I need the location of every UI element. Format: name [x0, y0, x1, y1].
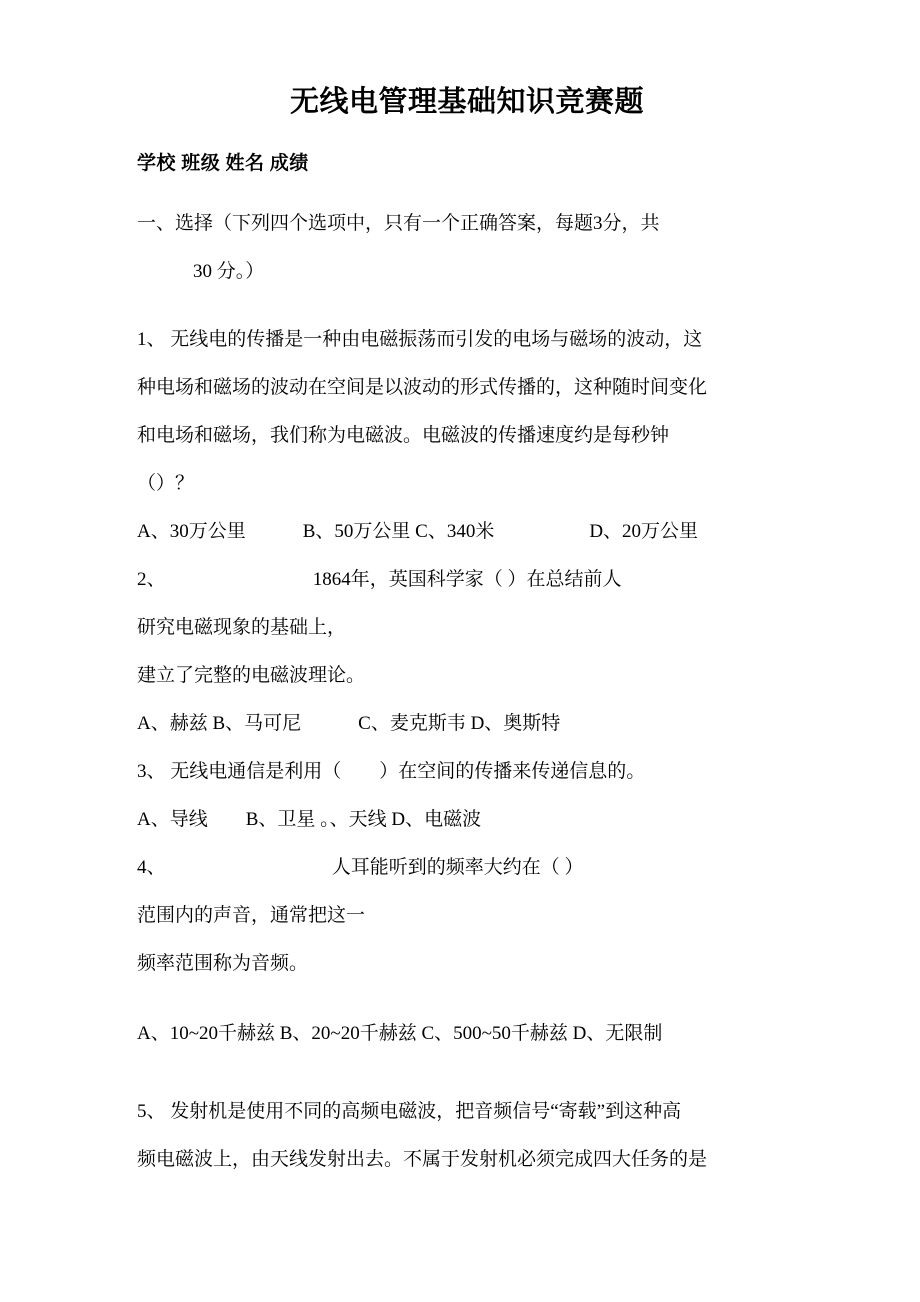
question-line: 种电场和磁场的波动在空间是以波动的形式传播的，这种随时间变化 — [137, 377, 708, 398]
question-3 — [137, 748, 797, 844]
question-line: 4、 人耳能听到的频率大约在（ ） — [137, 857, 584, 878]
page-title: 无线电管理基础知识竞赛题 — [289, 86, 644, 118]
question-line: （）？ — [137, 473, 195, 494]
question-line: 范围内的声音，通常把这一 — [137, 905, 366, 926]
question-5 — [137, 1088, 797, 1184]
question-2 — [137, 556, 797, 748]
question-options: A、30万公里 B、50万公里 C、340米 D、20万公里 — [137, 521, 699, 542]
question-4 — [137, 844, 797, 1058]
question-line: 频电磁波上，由天线发射出去。不属于发射机必须完成四大任务的是 — [137, 1149, 708, 1170]
section-heading-line2: 30 分。） — [193, 261, 265, 282]
question-1 — [137, 296, 797, 556]
question-line: 2、 1864年，英国科学家（ ）在总结前人 — [137, 569, 622, 590]
section-heading-line1: 一、选择（下列四个选项中，只有一个正确答案，每题3分，共 — [137, 213, 660, 234]
question-line: 1、 无线电的传播是一种由电磁振荡而引发的电场与磁场的波动，这 — [137, 329, 703, 350]
question-line: 5、 发射机是使用不同的高频电磁波，把音频信号“寄载”到这种高 — [137, 1101, 682, 1122]
question-line: 建立了完整的电磁波理论。 — [137, 665, 366, 686]
paragraph-spacer — [137, 1058, 797, 1088]
document-content — [137, 0, 797, 1184]
section-heading-choice — [137, 178, 797, 296]
question-line: 频率范围称为音频。 — [137, 953, 309, 974]
question-options: A、10~20千赫兹 B、20~20千赫兹 C、500~50千赫兹 D、无限制 — [137, 1023, 663, 1044]
student-info-line: 学校 班级 姓名 成绩 — [137, 153, 309, 174]
question-line: 和电场和磁场，我们称为电磁波。电磁波的传播速度约是每秒钟 — [137, 425, 670, 446]
question-line: 3、 无线电通信是利用（ ）在空间的传播来传递信息的。 — [137, 761, 646, 782]
question-options: A、导线 B、卫星 。、天线 D、电磁波 — [137, 809, 482, 830]
question-line: 研究电磁现象的基础上， — [137, 617, 347, 638]
question-options: A、赫兹 B、马可尼 C、麦克斯韦 D、奥斯特 — [137, 713, 561, 734]
